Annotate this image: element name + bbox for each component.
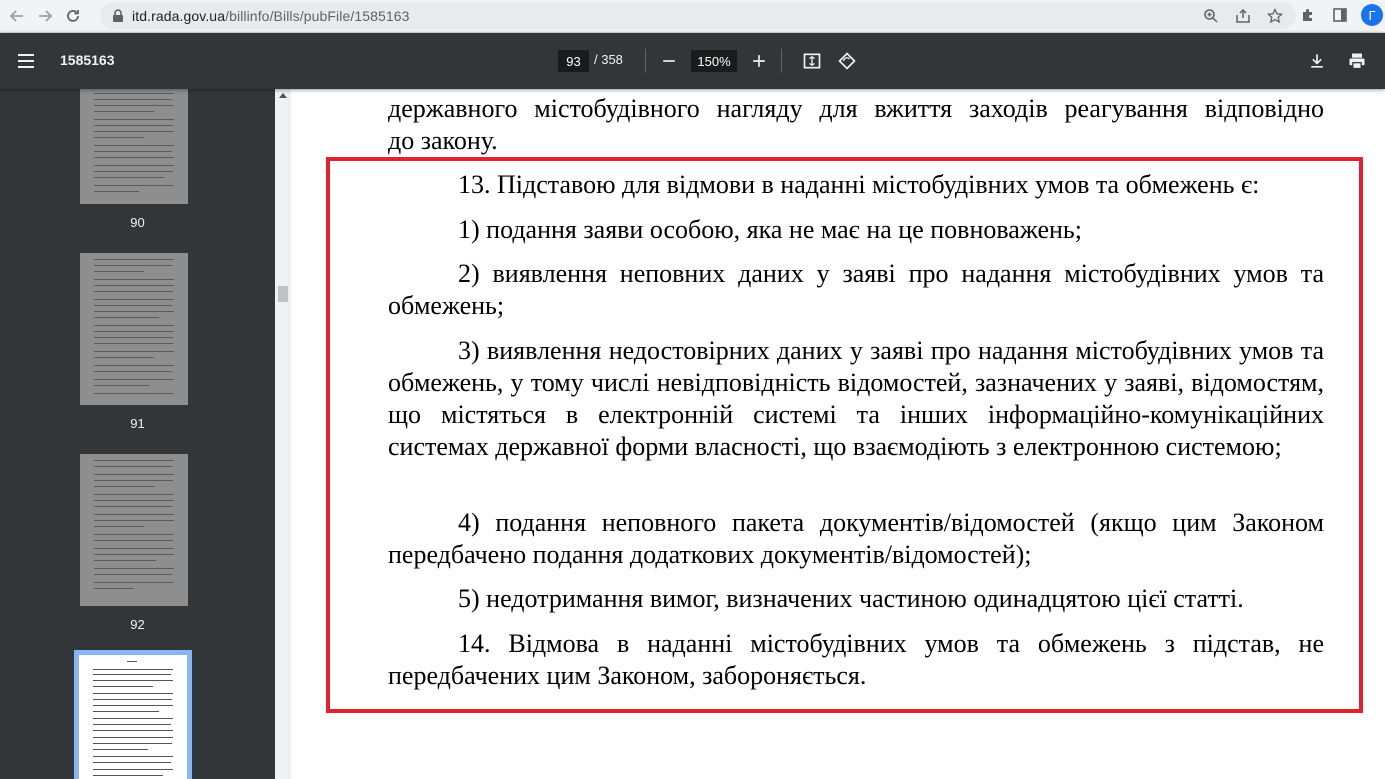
page-number-input[interactable]: 93 xyxy=(558,50,589,72)
zoom-icon[interactable] xyxy=(1202,7,1220,25)
menu-icon[interactable] xyxy=(14,49,38,73)
paragraph-13: 13. Підставою для відмови в наданні містобудівних умов та обмежень є: xyxy=(458,170,1260,199)
back-icon[interactable] xyxy=(4,3,30,29)
profile-avatar[interactable]: Г xyxy=(1361,4,1383,26)
print-icon[interactable] xyxy=(1345,49,1369,73)
toolbar-divider xyxy=(645,49,646,73)
reload-icon[interactable] xyxy=(60,3,86,29)
page-thumbnail-current[interactable] xyxy=(79,655,187,779)
top-fragment-line: державного містобудівного нагляду для вжиття заходів реагування відповідно xyxy=(388,94,1324,123)
paragraph-item-4: 4) подання неповного пакета документів/відомостей (якщо цим Законом передбачено подання додаткових документів/відомостей); xyxy=(388,508,1324,569)
pdf-page xyxy=(291,89,1385,779)
scrollbar[interactable] xyxy=(275,89,291,779)
scroll-up-arrow-icon[interactable] xyxy=(279,93,287,98)
rotate-icon[interactable] xyxy=(835,49,859,73)
paragraph-item-1: 1) подання заяви особою, яка не має на це повноважень; xyxy=(458,215,1082,244)
paragraph-item-5: 5) недотримання вимог, визначених частиною одинадцятою цієї статті. xyxy=(458,584,1244,613)
document-title: 1585163 xyxy=(60,52,115,68)
top-fragment-line: до закону. xyxy=(388,126,498,155)
page-thumbnail[interactable] xyxy=(80,89,188,204)
paragraph-item-3: 3) виявлення недостовірних даних у заяві про надання містобудівних умов та обмежень, у тому числі невідповідність відомостей, зазначених у заяві, відомостям, що містяться в електронній системі та інших інформаційно-комунікаційних системах державної форми власності, що взаємодіють з електронною системою; xyxy=(388,336,1324,461)
lock-icon[interactable] xyxy=(112,9,124,23)
zoom-level-input[interactable]: 150% xyxy=(691,50,737,72)
zoom-out-icon[interactable] xyxy=(657,49,681,73)
page-total: / 358 xyxy=(594,52,623,67)
extensions-icon[interactable] xyxy=(1297,4,1319,26)
share-icon[interactable] xyxy=(1234,7,1252,25)
pdf-toolbar xyxy=(0,33,1385,89)
thumbnail-label: 92 xyxy=(130,617,145,632)
fit-page-icon[interactable] xyxy=(800,49,824,73)
paragraph-item-2: 2) виявлення неповних даних у заяві про надання містобудівних умов та обмежень; xyxy=(388,259,1324,320)
download-icon[interactable] xyxy=(1305,49,1329,73)
zoom-in-icon[interactable] xyxy=(747,49,771,73)
side-panel-icon[interactable] xyxy=(1329,4,1351,26)
pdf-viewer[interactable] xyxy=(275,89,1385,779)
thumbnail-sidebar[interactable] xyxy=(0,89,275,779)
bookmark-star-icon[interactable] xyxy=(1266,7,1284,25)
address-bar[interactable] xyxy=(100,2,1296,29)
paragraph-14: 14. Відмова в наданні містобудівних умов та обмежень з підстав, не передбачених цим Законом, забороняється. xyxy=(388,629,1324,690)
page-thumbnail[interactable] xyxy=(80,454,188,606)
toolbar-divider xyxy=(781,49,782,73)
browser-top-bar xyxy=(0,0,1385,33)
url-text: itd.rada.gov.ua/billinfo/Bills/pubFile/1585163 xyxy=(132,7,410,24)
forward-icon[interactable] xyxy=(32,3,58,29)
thumbnail-label: 90 xyxy=(130,215,145,230)
scrollbar-thumb[interactable] xyxy=(278,286,288,302)
page-thumbnail[interactable] xyxy=(80,253,188,405)
thumbnail-label: 91 xyxy=(130,416,145,431)
